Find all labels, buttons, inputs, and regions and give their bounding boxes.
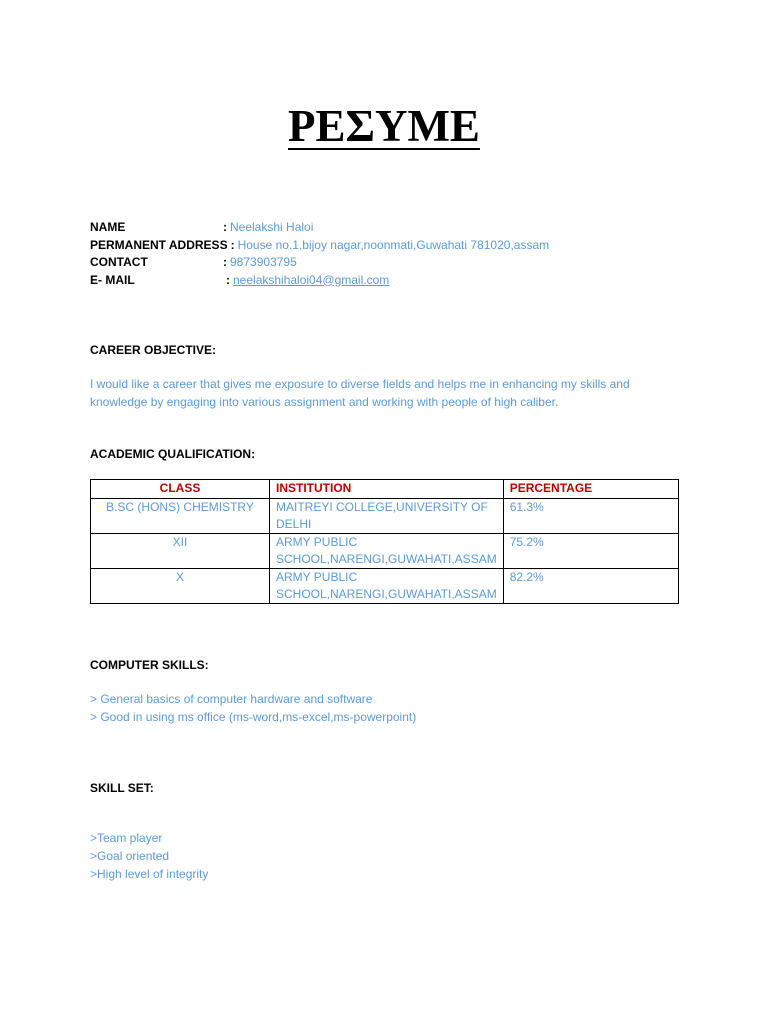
name-value: Neelakshi Haloi bbox=[230, 220, 314, 234]
resume-title-text: ΡΕΣΥΜΕ bbox=[288, 101, 480, 151]
institution-cell: ARMY PUBLIC SCHOOL,NARENGI,GUWAHATI,ASSAM bbox=[270, 569, 504, 604]
percentage-cell: 75.2% bbox=[503, 534, 678, 569]
email-row bbox=[90, 272, 690, 290]
contact-colon: : bbox=[223, 255, 227, 269]
list-item: >High level of integrity bbox=[90, 867, 209, 881]
email-colon: : bbox=[226, 272, 230, 287]
table-header-row bbox=[91, 480, 679, 499]
contact-label: CONTACT bbox=[90, 255, 148, 269]
table-row bbox=[91, 499, 679, 534]
list-item: >Goal oriented bbox=[90, 849, 170, 863]
table-row bbox=[91, 569, 679, 604]
career-objective-line: knowledge by engaging into various assignment and working with people of high caliber. bbox=[90, 395, 559, 409]
institution-cell: ARMY PUBLIC SCHOOL,NARENGI,GUWAHATI,ASSAM bbox=[270, 534, 504, 569]
percentage-column-header: PERCENTAGE bbox=[503, 480, 678, 499]
address-value: House no.1,bijoy nagar,noonmati,Guwahati 781020,assam bbox=[237, 237, 550, 252]
list-item: > General basics of computer hardware and software bbox=[90, 692, 373, 706]
skill-set-heading: SKILL SET: bbox=[90, 781, 154, 795]
name-row bbox=[90, 219, 690, 237]
class-column-header: CLASS bbox=[91, 480, 270, 499]
career-objective-heading: CAREER OBJECTIVE: bbox=[90, 343, 217, 357]
computer-skills-heading: COMPUTER SKILLS: bbox=[90, 658, 209, 672]
personal-info bbox=[90, 219, 690, 289]
skill-set-list bbox=[90, 829, 690, 883]
career-objective-text bbox=[90, 375, 690, 411]
percentage-cell: 61.3% bbox=[503, 499, 678, 534]
academic-qualification-heading: ACADEMIC QUALIFICATION: bbox=[90, 447, 256, 461]
resume-title bbox=[0, 98, 768, 154]
class-cell: XII bbox=[91, 534, 270, 569]
list-item: > Good in using ms office (ms-word,ms-excel,ms-powerpoint) bbox=[90, 710, 417, 724]
list-item: >Team player bbox=[90, 831, 163, 845]
name-label: NAME bbox=[90, 220, 126, 234]
computer-skills-list bbox=[90, 690, 690, 726]
contact-row bbox=[90, 254, 690, 272]
class-cell: B.SC (HONS) CHEMISTRY bbox=[91, 499, 270, 534]
name-colon: : bbox=[223, 220, 227, 234]
email-label: E- MAIL bbox=[90, 272, 135, 287]
contact-value: 9873903795 bbox=[230, 255, 297, 269]
institution-cell: MAITREYI COLLEGE,UNIVERSITY OF DELHI bbox=[270, 499, 504, 534]
address-label: PERMANENT ADDRESS bbox=[90, 237, 228, 252]
table-row bbox=[91, 534, 679, 569]
address-colon: : bbox=[230, 237, 235, 252]
career-objective-line: I would like a career that gives me exposure to diverse fields and helps me in enhancing my skills and bbox=[90, 377, 630, 391]
address-row bbox=[90, 237, 690, 255]
class-cell: X bbox=[91, 569, 270, 604]
email-link[interactable]: neelakshihaloi04@gmail.com bbox=[233, 272, 390, 287]
institution-column-header: INSTITUTION bbox=[270, 480, 504, 499]
percentage-cell: 82.2% bbox=[503, 569, 678, 604]
academic-table bbox=[90, 479, 679, 604]
